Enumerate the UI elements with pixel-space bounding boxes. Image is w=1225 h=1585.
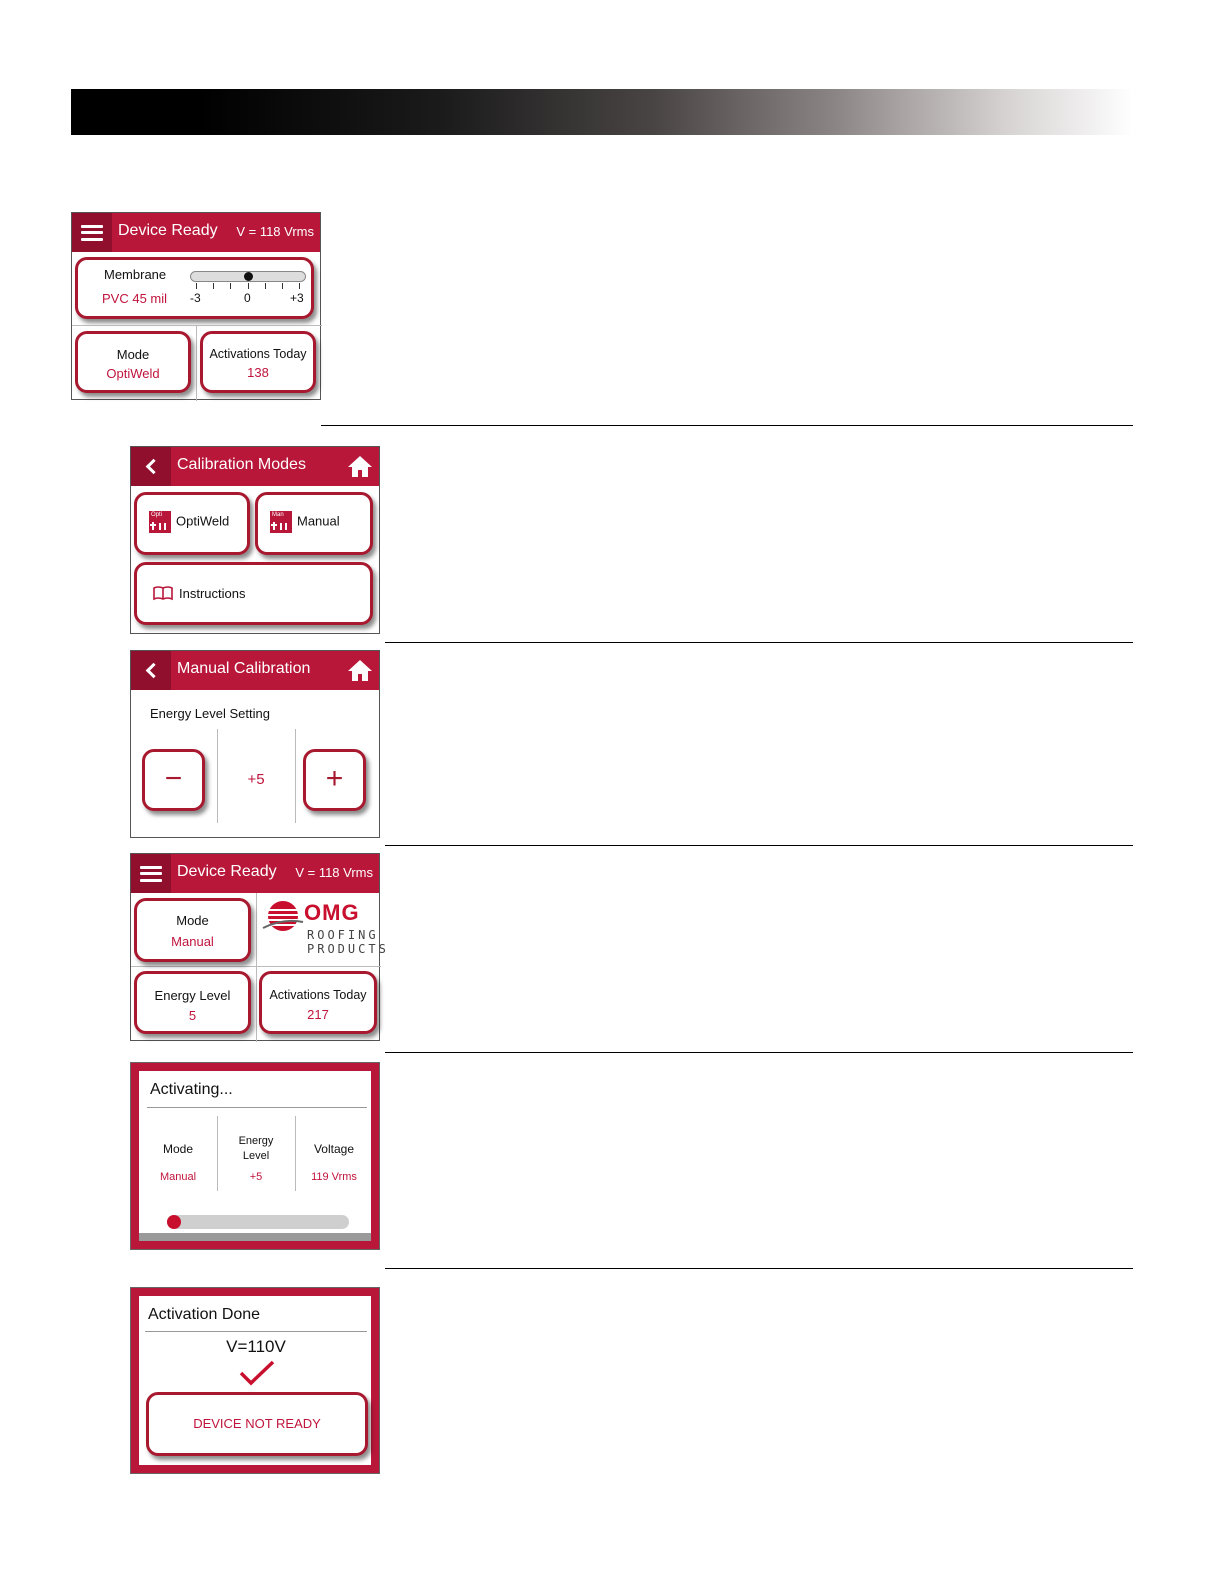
header-title: Calibration Modes	[177, 456, 306, 473]
section-header-bar	[71, 89, 1133, 135]
mode-label: Mode	[176, 913, 209, 928]
calibration-modes-screen	[130, 446, 380, 634]
decrease-energy-button[interactable]	[142, 749, 205, 811]
logo-line-2: PRODUCTS	[307, 942, 389, 956]
divider-line	[385, 642, 1133, 643]
hamburger-icon	[81, 225, 103, 241]
mode-button[interactable]	[75, 331, 191, 393]
header-title: Manual Calibration	[177, 660, 311, 677]
optiweld-mode-icon: Opti	[149, 511, 171, 533]
activations-button[interactable]	[200, 331, 316, 393]
progress-bar	[167, 1215, 349, 1229]
divider-line	[385, 1268, 1133, 1269]
divider-line	[385, 845, 1133, 846]
grid-divider	[72, 325, 322, 326]
header-bar	[131, 651, 379, 690]
slider-min-label: -3	[190, 291, 201, 305]
mode-value: OptiWeld	[106, 366, 160, 381]
energy-label-line-2: Level	[242, 1150, 270, 1162]
grid-divider	[256, 893, 257, 1042]
final-voltage: V=110V	[226, 1337, 286, 1356]
slider-ticks	[196, 283, 300, 289]
home-button[interactable]	[347, 454, 373, 483]
membrane-value: PVC 45 mil	[102, 291, 168, 306]
chevron-left-icon	[145, 663, 161, 679]
logo-brand: OMG	[304, 900, 360, 925]
voltage-value: 119 Vrms	[311, 1171, 357, 1183]
membrane-slider-knob[interactable]	[244, 272, 253, 281]
plus-icon: +	[325, 762, 344, 795]
home-button[interactable]	[347, 658, 373, 687]
optiweld-label: OptiWeld	[176, 513, 230, 529]
menu-button[interactable]	[131, 854, 171, 893]
title-underline	[145, 1331, 367, 1332]
activations-button[interactable]	[259, 971, 377, 1034]
dialog-title: Activating...	[150, 1081, 233, 1098]
manual-label: Manual	[297, 513, 340, 529]
slider-mid-label: 0	[244, 291, 251, 305]
header-title: Device Ready	[177, 863, 277, 880]
title-underline	[147, 1107, 367, 1108]
device-not-ready-label: DEVICE NOT READY	[193, 1416, 321, 1431]
energy-value: +5	[249, 1171, 263, 1183]
energy-level-setting-label: Energy Level Setting	[150, 706, 270, 721]
activations-label: Activations Today	[269, 988, 367, 1002]
device-not-ready-button[interactable]	[146, 1392, 368, 1456]
logo-line-1: ROOFING	[307, 928, 379, 942]
checkmark-icon	[239, 1360, 275, 1386]
energy-value: 5	[188, 1008, 197, 1023]
grid-divider	[131, 966, 381, 967]
back-button[interactable]	[131, 651, 171, 690]
device-ready-screen-manual	[130, 853, 389, 1041]
mode-label: Mode	[162, 1142, 194, 1156]
membrane-label: Membrane	[104, 267, 167, 282]
hamburger-icon	[140, 866, 162, 882]
manual-mode-button[interactable]	[255, 492, 373, 555]
voltage-readout: V = 118 Vrms	[236, 224, 314, 239]
dialog-title: Activation Done	[148, 1306, 261, 1323]
activations-label: Activations Today	[209, 347, 307, 361]
voltage-label: Voltage	[313, 1142, 355, 1156]
omg-globe-icon	[263, 898, 303, 934]
mode-value: Manual	[171, 934, 214, 949]
back-button[interactable]	[131, 447, 171, 486]
instructions-button[interactable]	[134, 562, 373, 625]
divider-line	[321, 425, 1133, 426]
menu-button[interactable]	[72, 213, 112, 252]
grid-divider	[295, 729, 296, 823]
grid-divider	[196, 325, 197, 401]
divider-line	[385, 1052, 1133, 1053]
manual-calibration-screen	[130, 650, 380, 838]
optiweld-mode-button[interactable]	[134, 492, 250, 555]
mode-value: Manual	[159, 1171, 197, 1183]
increase-energy-button[interactable]	[303, 749, 366, 811]
activating-dialog	[130, 1062, 380, 1250]
activations-value: 138	[247, 365, 269, 380]
mode-label: Mode	[116, 347, 150, 362]
energy-label-line-1: Energy	[238, 1135, 274, 1147]
omg-roofing-logo	[259, 896, 389, 962]
device-ready-screen-optiweld	[71, 212, 321, 400]
mode-button[interactable]	[134, 898, 251, 962]
energy-label: Energy Level	[154, 988, 231, 1003]
instructions-label: Instructions	[179, 586, 246, 601]
book-icon	[153, 586, 173, 600]
home-icon	[347, 454, 373, 478]
manual-mode-icon: Man	[270, 511, 292, 533]
chevron-left-icon	[145, 459, 161, 475]
energy-level-value: +5	[247, 771, 265, 788]
voltage-readout: V = 118 Vrms	[295, 865, 373, 880]
header-bar	[131, 447, 379, 486]
activation-done-dialog	[130, 1287, 380, 1474]
home-icon	[347, 658, 373, 682]
energy-level-button[interactable]	[134, 971, 251, 1034]
activations-value: 217	[307, 1007, 329, 1022]
progress-fill	[167, 1215, 181, 1229]
slider-max-label: +3	[290, 291, 304, 305]
minus-icon: −	[164, 762, 183, 795]
header-bar	[131, 854, 379, 893]
header-title: Device Ready	[118, 222, 218, 239]
header-bar	[72, 213, 320, 252]
